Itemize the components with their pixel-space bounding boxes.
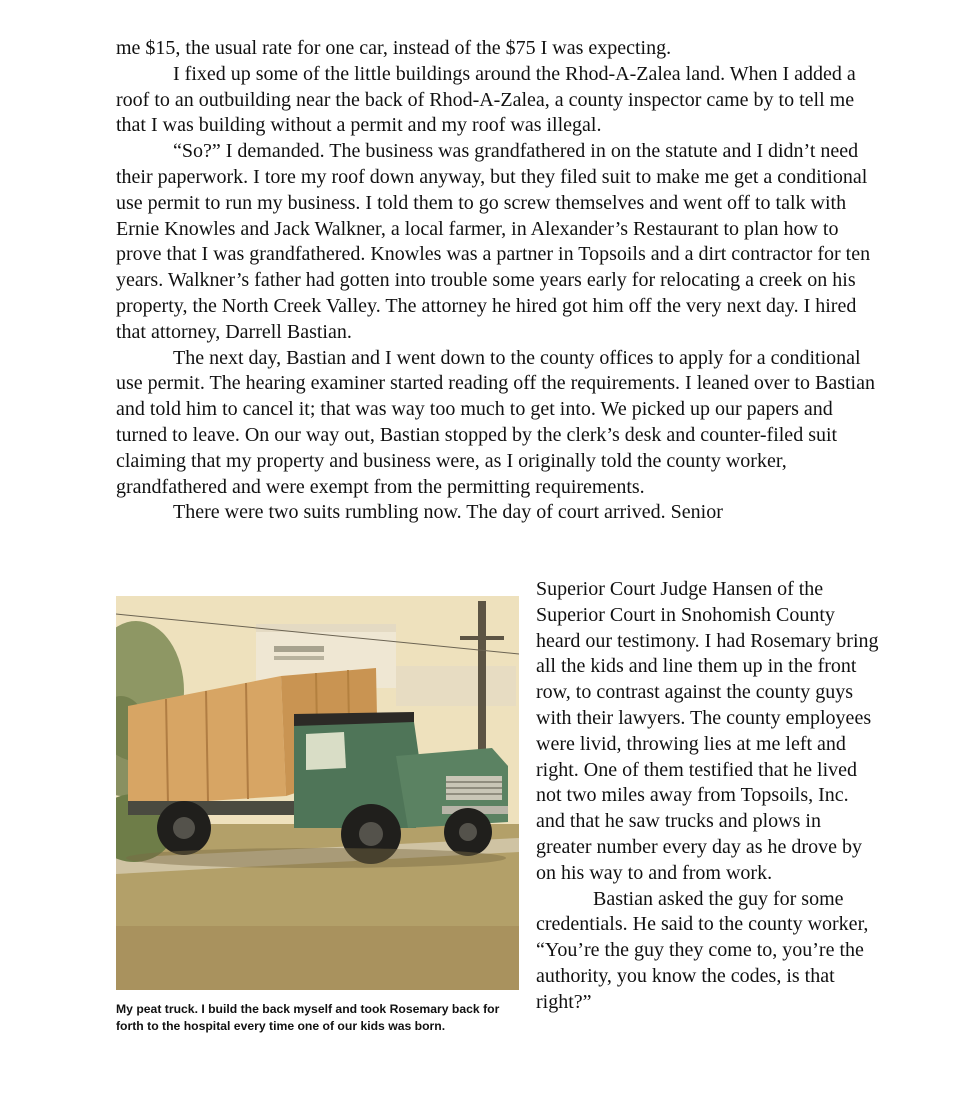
paragraph-county-offices: The next day, Bastian and I went down to the county offices to apply for a conditional use permit. The hearing examiner started reading off the requirements. I leaned over to Bastian and told him to cancel it; that was way too much to get into. We picked up our papers and turned to leave. On our way out, Bastian stopped by the clerk’s desk and counter-filed suit claiming that my property and business were, as I originally told the county worker, grandfathered and were exempt from the permitting requirements.: [116, 346, 875, 498]
photo-caption: My peat truck. I build the back myself and took Rosemary back for forth to the hospital every time one of our kids was born.: [116, 1002, 500, 1033]
side-text-column: [536, 577, 881, 1016]
peat-truck-photo: [116, 596, 519, 990]
main-text-column: [116, 36, 876, 526]
paragraph-credentials: Bastian asked the guy for some credentials. He said to the county worker, “You’re the guy they come to, you’re the authority, you know the codes, is that right?”: [536, 887, 869, 1013]
paragraph-continuation: me $15, the usual rate for one car, instead of the $75 I was expecting.: [116, 37, 672, 59]
paragraph-court-hearing: Superior Court Judge Hansen of the Superior Court in Snohomish County heard our testimony. I had Rosemary bring all the kids and line them up in the front row, to contrast against the county guys with their lawyers. The county employees were livid, throwing lies at me left and right. One of them testified that he lived not two miles away from Topsoils, Inc. and that he saw trucks and plows in greater number every day as he drove by on his way to and from work.: [536, 578, 879, 884]
paragraph-roof: I fixed up some of the little buildings around the Rhod-A-Zalea land. When I added a roof to an outbuilding near the back of Rhod-A-Zalea, a county inspector came by to tell me that I was building without a permit and my roof was illegal.: [116, 62, 856, 137]
paragraph-two-suits: There were two suits rumbling now. The day of court arrived. Senior: [173, 501, 723, 524]
paragraph-lawsuit: “So?” I demanded. The business was grandfathered in on the statute and I didn’t need their paperwork. I tore my roof down anyway, but they filed suit to make me get a conditional use permit to run my business. I told them to go screw themselves and went off to talk with Ernie Knowles and Jack Walkner, a local farmer, in Alexander’s Restaurant to plan how to prove that I was grandfathered. Knowles was a partner in Topsoils and a dirt contractor for ten years. Walkner’s father had gotten into trouble some years early for relocating a creek on his property, the North Creek Valley. The attorney he hired got him off the very next day. I hired that attorney, Darrell Bastian.: [116, 140, 871, 343]
